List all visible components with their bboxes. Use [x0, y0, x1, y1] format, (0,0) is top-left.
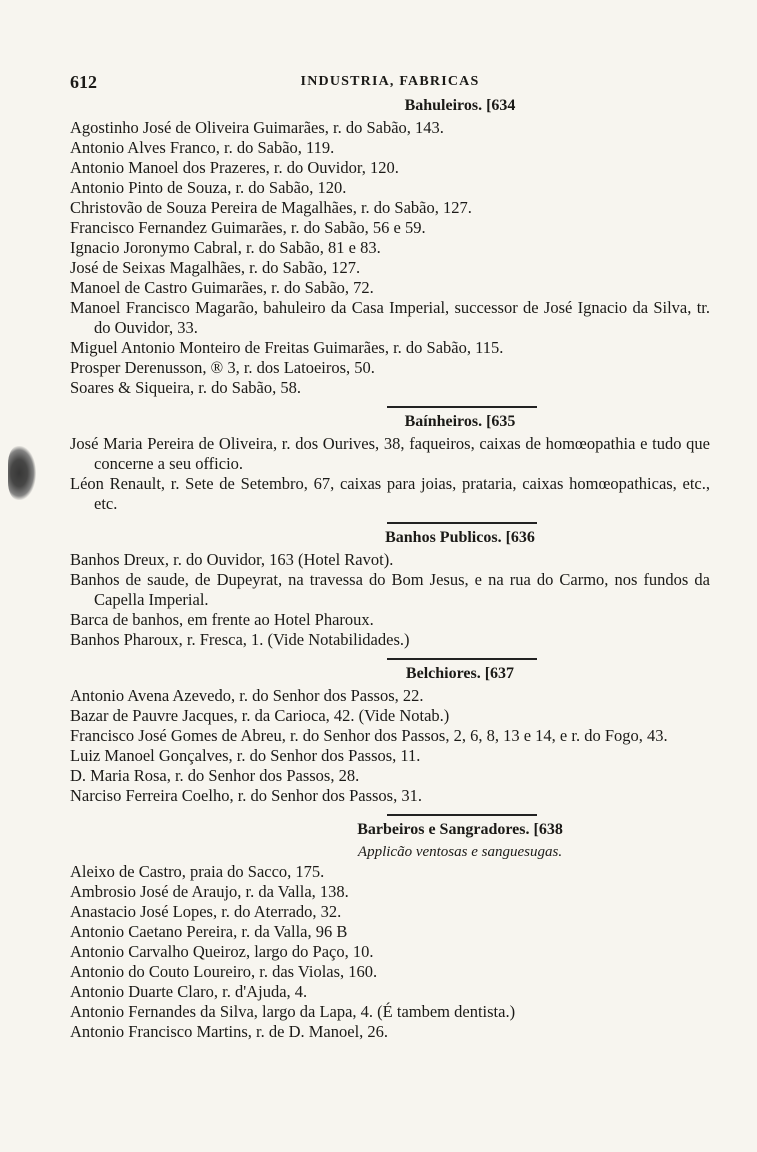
list-item: Aleixo de Castro, praia do Sacco, 175. [70, 862, 325, 881]
list-item: Antonio Avena Azevedo, r. do Senhor dos Passos, 22. [70, 686, 424, 705]
list-item: Antonio Fernandes da Silva, largo da Lapa, 4. (É tambem dentista.) [70, 1002, 516, 1021]
section-bainheiros [70, 412, 710, 514]
list-item: Francisco José Gomes de Abreu, r. do Senhor dos Passos, 2, 6, 8, 13 e 14, e r. do Fogo, 43. [70, 726, 668, 745]
section-title: Belchiores. [637 [405, 665, 515, 682]
page-header [70, 72, 710, 94]
list-item: Christovão de Souza Pereira de Magalhães, r. do Sabão, 127. [70, 198, 472, 217]
list-item: Antonio Carvalho Queiroz, largo do Paço, 10. [70, 942, 374, 961]
list-item: Manoel Francisco Magarão, bahuleiro da Casa Imperial, successor de José Ignacio da Silva, tr. do Ouvidor, 33. [70, 298, 710, 337]
list-item: Antonio Manoel dos Prazeres, r. do Ouvidor, 120. [70, 158, 399, 177]
section-banhos-publicos [70, 528, 710, 650]
section-title: Bahuleiros. [634 [404, 97, 516, 114]
section-title: Baínheiros. [635 [404, 413, 516, 430]
section-divider [387, 406, 537, 408]
list-item: Antonio Francisco Martins, r. de D. Manoel, 26. [70, 1022, 389, 1041]
section-title: Barbeiros e Sangradores. [638 [357, 821, 563, 838]
list-item: Miguel Antonio Monteiro de Freitas Guimarães, r. do Sabão, 115. [70, 338, 504, 357]
section-barbeiros [70, 820, 710, 1042]
margin-ink-blot [8, 446, 36, 500]
list-item: Antonio do Couto Loureiro, r. das Violas, 160. [70, 962, 378, 981]
list-item: Bazar de Pauvre Jacques, r. da Carioca, 42. (Vide Notab.) [70, 706, 450, 725]
section-divider [387, 814, 537, 816]
section-divider [387, 658, 537, 660]
list-item: José Maria Pereira de Oliveira, r. dos Ourives, 38, faqueiros, caixas de homœopathia e tudo que concerne a seu officio. [70, 434, 710, 473]
list-item: Narciso Ferreira Coelho, r. do Senhor dos Passos, 31. [70, 786, 422, 805]
section-divider [387, 522, 537, 524]
section-subtitle: Applicão ventosas e sanguesugas. [357, 844, 563, 860]
list-item: Barca de banhos, em frente ao Hotel Pharoux. [70, 610, 374, 629]
list-item: Léon Renault, r. Sete de Setembro, 67, caixas para joias, prataria, caixas homœopathicas, etc., etc. [70, 474, 710, 513]
list-item: Banhos de saude, de Dupeyrat, na travessa do Bom Jesus, e na rua do Carmo, nos fundos da Capella Imperial. [70, 570, 710, 609]
list-item: Antonio Duarte Claro, r. d'Ajuda, 4. [70, 982, 308, 1001]
list-item: Anastacio José Lopes, r. do Aterrado, 32. [70, 902, 342, 921]
list-item: Banhos Pharoux, r. Fresca, 1. (Vide Notabilidades.) [70, 630, 410, 649]
list-item: Luiz Manoel Gonçalves, r. do Senhor dos Passos, 11. [70, 746, 421, 765]
list-item: José de Seixas Magalhães, r. do Sabão, 127. [70, 258, 361, 277]
page-number: 612 [70, 72, 97, 92]
list-item: Ambrosio José de Araujo, r. da Valla, 138. [70, 882, 349, 901]
list-item: Antonio Alves Franco, r. do Sabão, 119. [70, 138, 335, 157]
list-item: Banhos Dreux, r. do Ouvidor, 163 (Hotel Ravot). [70, 550, 394, 569]
list-item: Antonio Pinto de Souza, r. do Sabão, 120. [70, 178, 347, 197]
section-title: Banhos Publicos. [636 [385, 529, 535, 546]
list-item: Antonio Caetano Pereira, r. da Valla, 96 B [70, 922, 348, 941]
list-item: Manoel de Castro Guimarães, r. do Sabão, 72. [70, 278, 374, 297]
list-item: Francisco Fernandez Guimarães, r. do Sabão, 56 e 59. [70, 218, 426, 237]
list-item: Agostinho José de Oliveira Guimarães, r. do Sabão, 143. [70, 118, 444, 137]
running-title: INDUSTRIA, FABRICAS [300, 74, 480, 89]
list-item: Ignacio Joronymo Cabral, r. do Sabão, 81 e 83. [70, 238, 381, 257]
list-item: D. Maria Rosa, r. do Senhor dos Passos, 28. [70, 766, 360, 785]
section-bahuleiros [70, 96, 710, 398]
document-page [70, 72, 710, 1042]
section-belchiores [70, 664, 710, 806]
list-item: Soares & Siqueira, r. do Sabão, 58. [70, 378, 301, 397]
list-item: Prosper Derenusson, ® 3, r. dos Latoeiros, 50. [70, 358, 375, 377]
